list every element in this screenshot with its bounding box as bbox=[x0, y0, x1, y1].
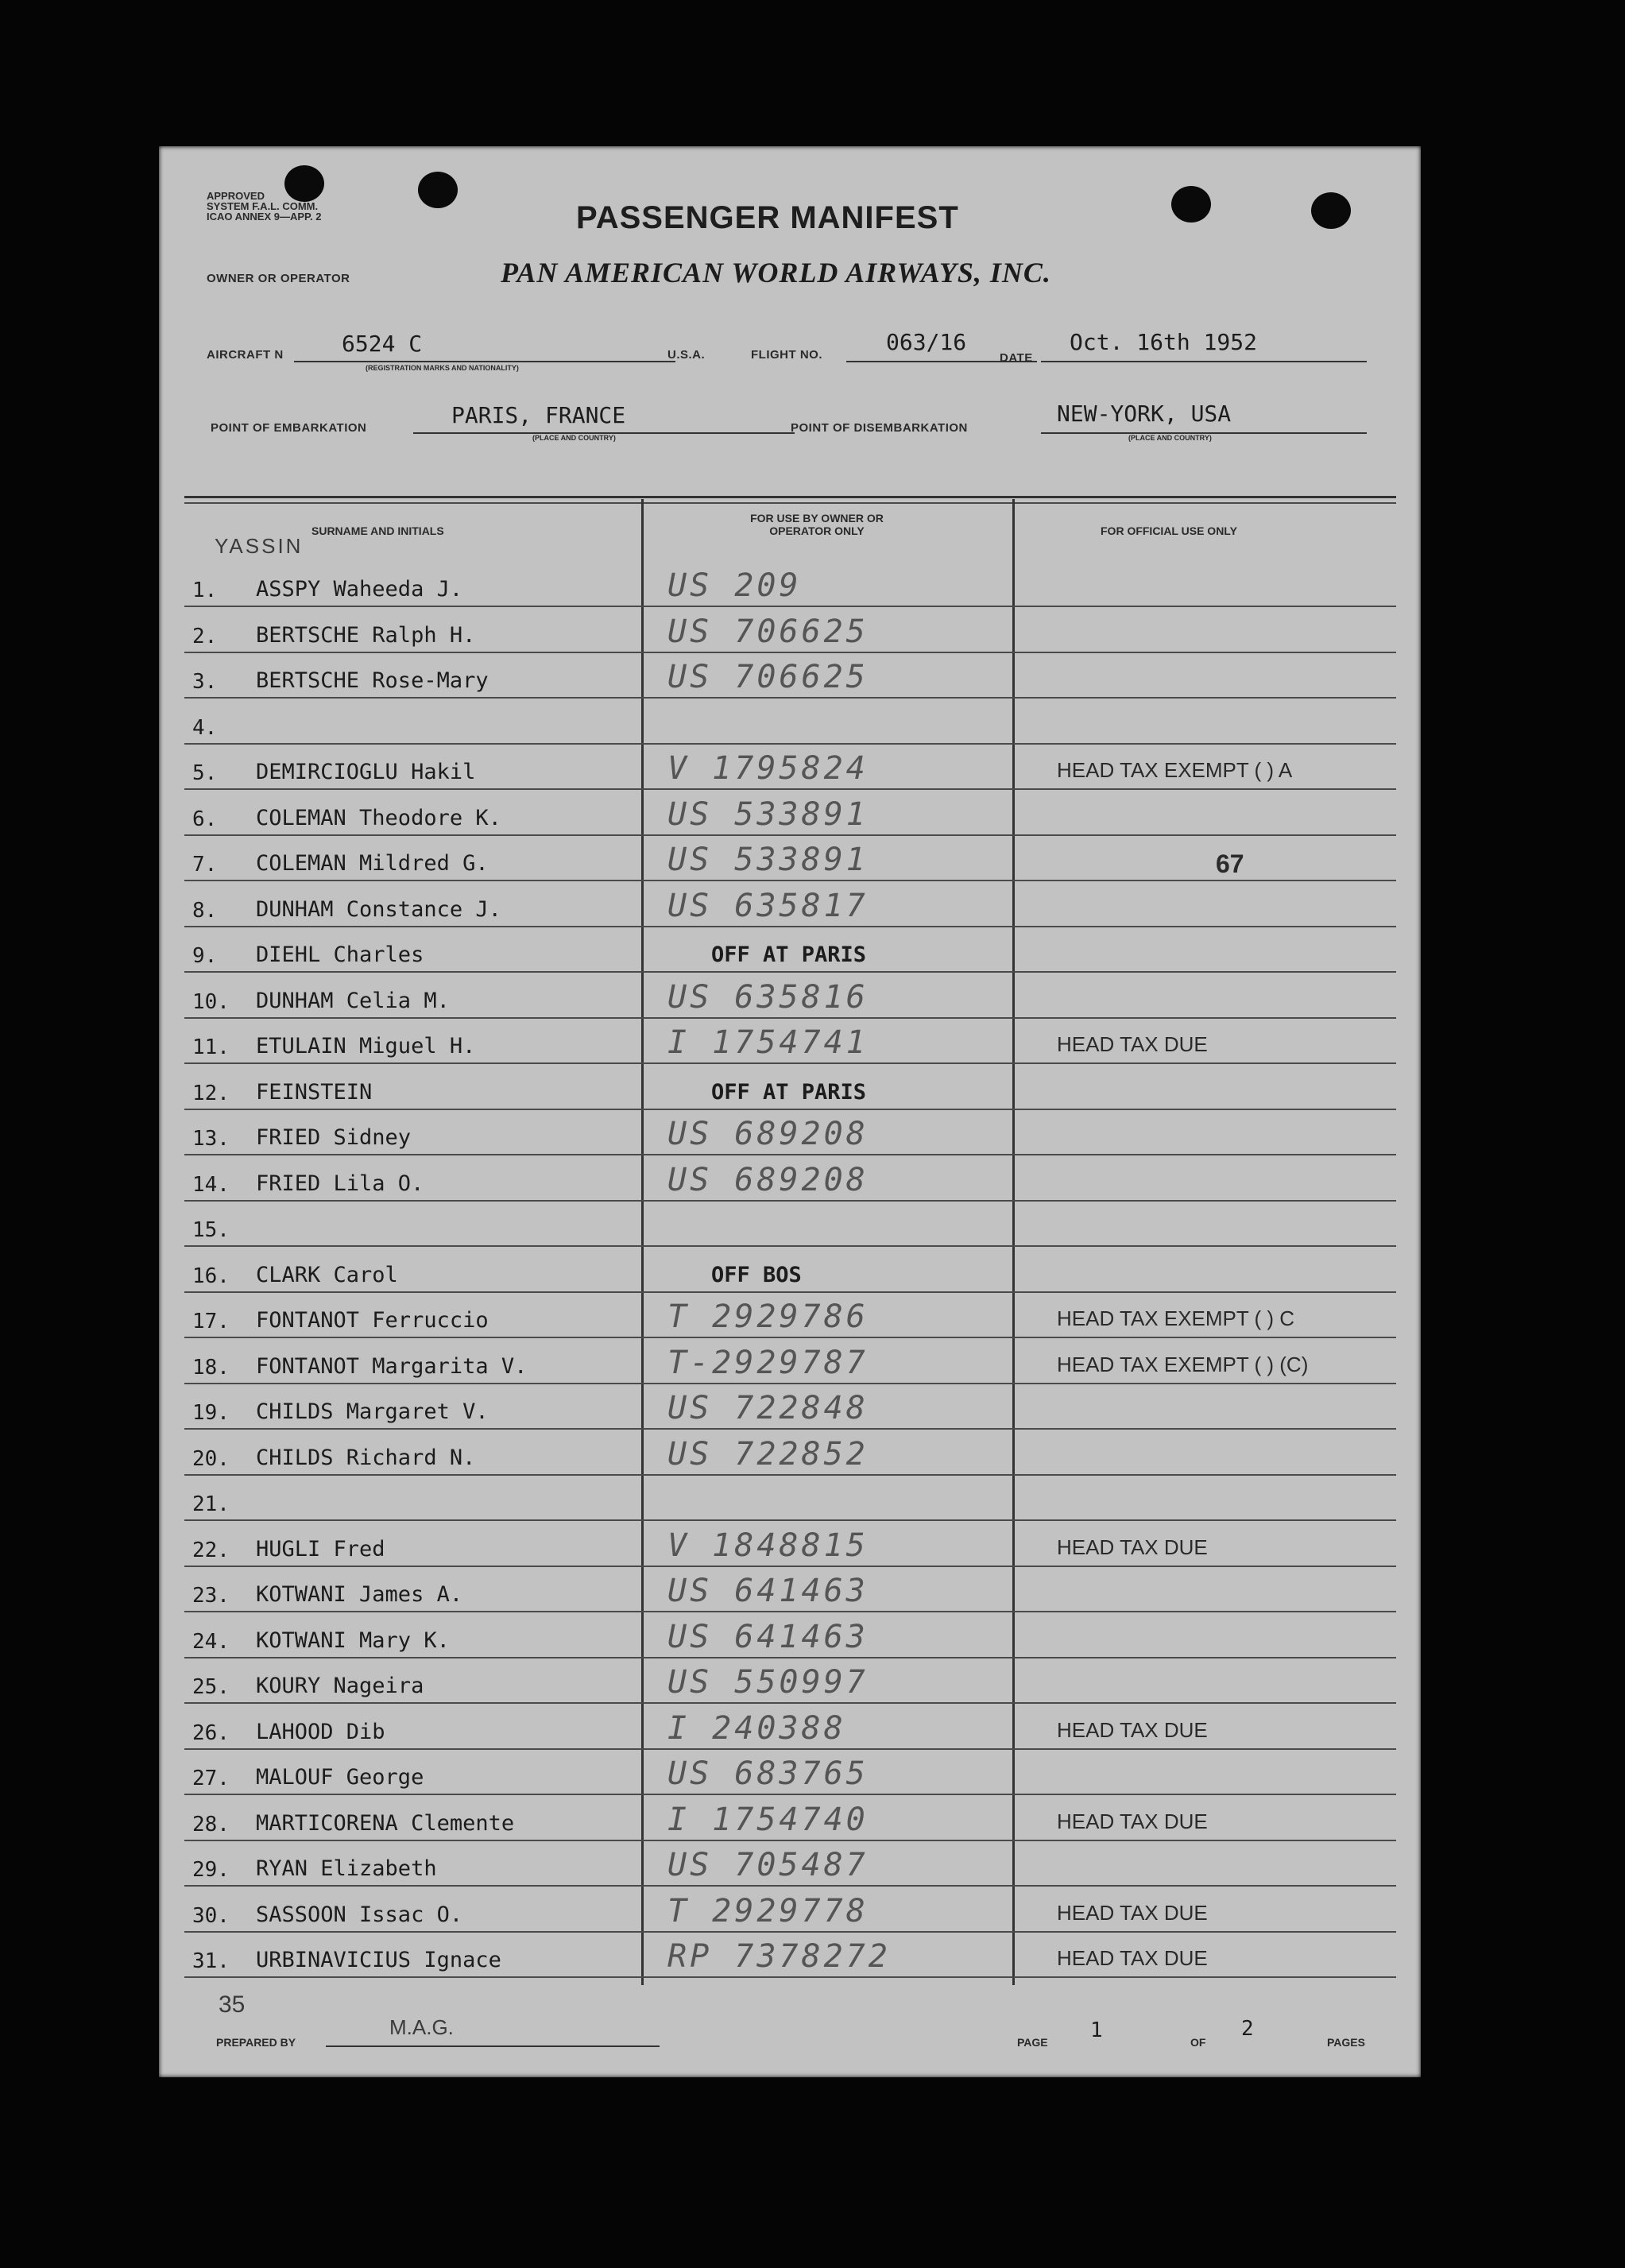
row-rule bbox=[184, 743, 1396, 745]
of-label: OF bbox=[1190, 2036, 1206, 2049]
passenger-name: LAHOOD Dib bbox=[256, 1720, 385, 1744]
passenger-name: FONTANOT Margarita V. bbox=[256, 1354, 528, 1379]
header-surname: SURNAME AND INITIALS bbox=[311, 524, 444, 537]
document-number: US 641463 bbox=[667, 1619, 869, 1655]
flight-value: 063/16 bbox=[886, 329, 967, 355]
passenger-name: SASSOON Issac O. bbox=[256, 1902, 463, 1927]
document-number: US 689208 bbox=[667, 1162, 869, 1198]
passenger-name: DEMIRCIOGLU Hakil bbox=[256, 760, 476, 784]
row-number: 1. bbox=[192, 579, 218, 602]
row-rule bbox=[184, 788, 1396, 790]
passenger-name: CHILDS Margaret V. bbox=[256, 1399, 489, 1424]
aircraft-field bbox=[294, 331, 675, 362]
document-number: T-2929787 bbox=[667, 1345, 869, 1381]
embarkation-label: POINT OF EMBARKATION bbox=[211, 421, 367, 435]
passenger-name: RYAN Elizabeth bbox=[256, 1856, 437, 1881]
passenger-name: FEINSTEIN bbox=[256, 1080, 373, 1105]
document-number: US 706625 bbox=[667, 613, 869, 650]
row-number: 6. bbox=[192, 807, 218, 831]
prepared-by-field bbox=[326, 2015, 660, 2047]
table-top-line bbox=[184, 502, 1396, 504]
row-number: 9. bbox=[192, 944, 218, 968]
passenger-name: MALOUF George bbox=[256, 1765, 424, 1790]
row-number: 3. bbox=[192, 670, 218, 694]
page-number: 1 bbox=[1090, 2018, 1103, 2042]
row-rule bbox=[184, 697, 1396, 699]
official-note: HEAD TAX EXEMPT ( ) (C) bbox=[1057, 1353, 1309, 1376]
row-number: 17. bbox=[192, 1310, 230, 1333]
embarkation-value: PARIS, FRANCE bbox=[451, 402, 626, 428]
row-rule bbox=[184, 926, 1396, 927]
row-number: 7. bbox=[192, 853, 218, 877]
row-number: 8. bbox=[192, 899, 218, 923]
document-number: OFF AT PARIS bbox=[711, 942, 867, 967]
document-number: V 1848815 bbox=[667, 1527, 869, 1564]
passenger-name: FONTANOT Ferruccio bbox=[256, 1308, 489, 1333]
total-pages: 2 bbox=[1241, 2017, 1254, 2041]
row-number: 24. bbox=[192, 1630, 230, 1654]
registration-note: (REGISTRATION MARKS AND NATIONALITY) bbox=[366, 364, 519, 372]
document-number: US 635817 bbox=[667, 888, 869, 924]
row-number: 2. bbox=[192, 625, 218, 648]
row-number: 5. bbox=[192, 761, 218, 785]
row-rule bbox=[184, 652, 1396, 653]
document-number: US 533891 bbox=[667, 842, 869, 878]
official-note: 67 bbox=[1216, 850, 1244, 878]
row-rule bbox=[184, 1474, 1396, 1476]
document-number: I 240388 bbox=[667, 1710, 846, 1747]
aircraft-value: 6524 C bbox=[342, 331, 423, 357]
pages-label: PAGES bbox=[1327, 2036, 1365, 2049]
disembarkation-value: NEW-YORK, USA bbox=[1057, 401, 1232, 427]
passenger-name: ASSPY Waheeda J. bbox=[256, 577, 463, 602]
row-number: 20. bbox=[192, 1447, 230, 1471]
document-number: I 1754741 bbox=[667, 1024, 869, 1061]
row-number: 27. bbox=[192, 1767, 230, 1790]
row-number: 25. bbox=[192, 1675, 230, 1699]
row-number: 15. bbox=[192, 1218, 230, 1242]
passenger-name: COLEMAN Theodore K. bbox=[256, 806, 501, 830]
row-rule bbox=[184, 1154, 1396, 1155]
row-number: 12. bbox=[192, 1082, 230, 1105]
row-number: 22. bbox=[192, 1538, 230, 1562]
passenger-name: BERTSCHE Rose-Mary bbox=[256, 668, 489, 693]
row-number: 30. bbox=[192, 1904, 230, 1928]
passenger-name: HUGLI Fred bbox=[256, 1537, 385, 1562]
document-number: V 1795824 bbox=[667, 750, 869, 787]
punch-hole bbox=[1171, 186, 1211, 223]
row-rule bbox=[184, 1794, 1396, 1795]
row-number: 4. bbox=[192, 716, 218, 740]
row-rule bbox=[184, 1245, 1396, 1247]
passenger-name: DUNHAM Constance J. bbox=[256, 897, 501, 922]
approval-line: SYSTEM F.A.L. COMM. bbox=[207, 200, 319, 212]
document-number: OFF AT PARIS bbox=[711, 1080, 867, 1105]
row-rule bbox=[184, 1885, 1396, 1887]
passenger-name: DIEHL Charles bbox=[256, 942, 424, 967]
row-rule bbox=[184, 1383, 1396, 1384]
official-note: HEAD TAX DUE bbox=[1057, 1535, 1208, 1559]
row-number: 18. bbox=[192, 1356, 230, 1380]
row-rule bbox=[184, 1017, 1396, 1019]
aircraft-label: AIRCRAFT N bbox=[207, 348, 284, 362]
row-rule bbox=[184, 880, 1396, 881]
row-number: 16. bbox=[192, 1264, 230, 1288]
row-rule bbox=[184, 1840, 1396, 1841]
approval-block bbox=[207, 191, 322, 222]
document-number: US 706625 bbox=[667, 659, 869, 695]
row-rule bbox=[184, 1657, 1396, 1658]
row-number: 21. bbox=[192, 1492, 230, 1516]
row-rule bbox=[184, 1428, 1396, 1430]
row-number: 11. bbox=[192, 1035, 230, 1059]
column-divider bbox=[641, 499, 644, 1985]
row-rule bbox=[184, 1748, 1396, 1750]
passenger-name: BERTSCHE Ralph H. bbox=[256, 623, 476, 648]
prepared-by-label: PREPARED BY bbox=[216, 2036, 296, 2049]
official-note: HEAD TAX DUE bbox=[1057, 1032, 1208, 1056]
row-rule bbox=[184, 971, 1396, 973]
passenger-name: KOTWANI Mary K. bbox=[256, 1628, 450, 1653]
document-number: RP 7378272 bbox=[667, 1938, 891, 1975]
embarkation-field bbox=[413, 402, 795, 434]
approval-line: APPROVED bbox=[207, 190, 265, 202]
passenger-name: CHILDS Richard N. bbox=[256, 1446, 476, 1470]
flight-label: FLIGHT NO. bbox=[751, 348, 822, 362]
header-official-use: FOR OFFICIAL USE ONLY bbox=[1101, 524, 1237, 537]
row-rule bbox=[184, 834, 1396, 836]
passenger-name: DUNHAM Celia M. bbox=[256, 989, 450, 1013]
passenger-name: KOURY Nageira bbox=[256, 1674, 424, 1698]
passenger-name: COLEMAN Mildred G. bbox=[256, 851, 489, 876]
document-number: US 689208 bbox=[667, 1116, 869, 1152]
official-note: HEAD TAX DUE bbox=[1057, 1901, 1208, 1925]
passenger-name: FRIED Lila O. bbox=[256, 1171, 424, 1196]
row-number: 31. bbox=[192, 1949, 230, 1973]
place-note: (PLACE AND COUNTRY) bbox=[532, 434, 616, 442]
row-number: 28. bbox=[192, 1813, 230, 1836]
document-number: US 533891 bbox=[667, 796, 869, 833]
document-number: T 2929778 bbox=[667, 1893, 869, 1929]
owner-label: OWNER OR OPERATOR bbox=[207, 272, 350, 285]
date-value: Oct. 16th 1952 bbox=[1070, 329, 1258, 355]
row-rule bbox=[184, 1337, 1396, 1338]
document-number: OFF BOS bbox=[711, 1263, 802, 1287]
document-number: US 635816 bbox=[667, 979, 869, 1016]
page-title: PASSENGER MANIFEST bbox=[576, 200, 959, 235]
punch-hole bbox=[1311, 192, 1351, 229]
official-note: HEAD TAX DUE bbox=[1057, 1809, 1208, 1833]
official-note: HEAD TAX EXEMPT ( ) C bbox=[1057, 1306, 1295, 1330]
row-rule bbox=[184, 1566, 1396, 1567]
official-note: HEAD TAX EXEMPT ( ) A bbox=[1057, 758, 1293, 782]
document-number: US 683765 bbox=[667, 1755, 869, 1792]
official-note: HEAD TAX DUE bbox=[1057, 1946, 1208, 1970]
disembarkation-label: POINT OF DISEMBARKATION bbox=[791, 421, 968, 435]
passenger-name: KOTWANI James A. bbox=[256, 1582, 463, 1607]
document-number: US 209 bbox=[667, 567, 802, 604]
document-number: US 722852 bbox=[667, 1436, 869, 1473]
row-rule bbox=[184, 1200, 1396, 1202]
nationality: U.S.A. bbox=[667, 348, 706, 362]
row-rule bbox=[184, 606, 1396, 607]
passenger-name: MARTICORENA Clemente bbox=[256, 1811, 515, 1836]
header-owner-use: FOR USE BY OWNER OR OPERATOR ONLY bbox=[750, 512, 884, 537]
row-number: 13. bbox=[192, 1127, 230, 1151]
row-rule bbox=[184, 1519, 1396, 1521]
row-rule bbox=[184, 1976, 1396, 1978]
row-rule bbox=[184, 1062, 1396, 1064]
page-label: PAGE bbox=[1017, 2036, 1048, 2049]
passenger-count: 35 bbox=[219, 1991, 246, 2018]
handwritten-annotation: YASSIN bbox=[215, 534, 304, 558]
document-number: T 2929786 bbox=[667, 1298, 869, 1335]
row-rule bbox=[184, 1702, 1396, 1704]
passenger-name: ETULAIN Miguel H. bbox=[256, 1034, 476, 1059]
passenger-name: URBINAVICIUS Ignace bbox=[256, 1948, 501, 1972]
row-rule bbox=[184, 1109, 1396, 1110]
row-rule bbox=[184, 1931, 1396, 1933]
date-label: DATE bbox=[1000, 351, 1033, 365]
row-number: 10. bbox=[192, 990, 230, 1014]
row-number: 26. bbox=[192, 1721, 230, 1745]
punch-hole bbox=[418, 172, 458, 208]
row-number: 14. bbox=[192, 1173, 230, 1197]
passenger-name: CLARK Carol bbox=[256, 1263, 398, 1287]
passenger-name: FRIED Sidney bbox=[256, 1125, 412, 1150]
document-number: I 1754740 bbox=[667, 1802, 869, 1838]
row-number: 19. bbox=[192, 1401, 230, 1425]
row-number: 23. bbox=[192, 1584, 230, 1608]
column-divider bbox=[1012, 499, 1015, 1985]
table-top-line bbox=[184, 496, 1396, 498]
row-rule bbox=[184, 1611, 1396, 1612]
document-number: US 722848 bbox=[667, 1390, 869, 1426]
manifest-sheet bbox=[159, 146, 1421, 2077]
official-note: HEAD TAX DUE bbox=[1057, 1718, 1208, 1742]
disembarkation-field bbox=[1041, 401, 1367, 434]
document-number: US 705487 bbox=[667, 1847, 869, 1883]
document-number: US 550997 bbox=[667, 1664, 869, 1701]
place-note: (PLACE AND COUNTRY) bbox=[1128, 434, 1212, 442]
approval-line: ICAO ANNEX 9—APP. 2 bbox=[207, 211, 322, 223]
date-field bbox=[1041, 329, 1367, 362]
row-number: 29. bbox=[192, 1858, 230, 1882]
operator-name: PAN AMERICAN WORLD AIRWAYS, INC. bbox=[501, 257, 1051, 288]
row-rule bbox=[184, 1291, 1396, 1293]
prepared-by-value: M.A.G. bbox=[389, 2015, 454, 2039]
document-number: US 641463 bbox=[667, 1573, 869, 1609]
